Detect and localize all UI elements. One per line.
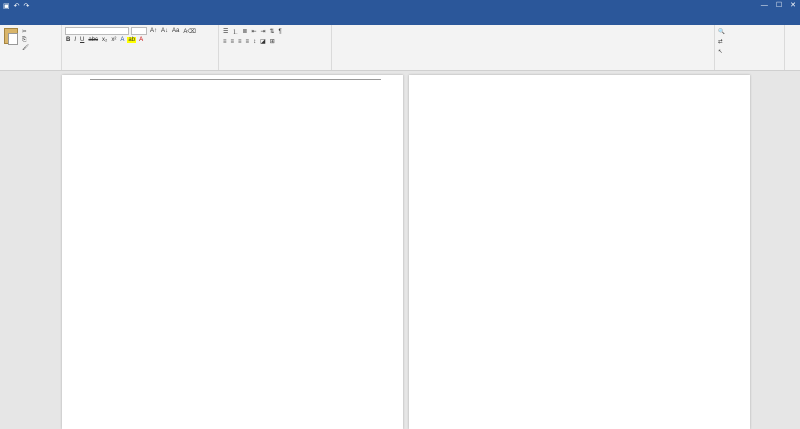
minimize-icon[interactable]: —: [760, 1, 768, 9]
bullets-button[interactable]: ☰: [223, 29, 229, 35]
paste-button[interactable]: [3, 28, 19, 44]
ribbon: [0, 25, 800, 71]
shrink-font-button[interactable]: A↓: [161, 28, 169, 34]
multilevel-button[interactable]: ≣: [242, 29, 248, 35]
vertical-scrollbar[interactable]: [792, 75, 800, 429]
align-right-button[interactable]: ≡: [238, 38, 242, 45]
select-button[interactable]: ↖: [718, 49, 723, 55]
quick-access-toolbar: [0, 2, 29, 10]
justify-button[interactable]: ≡: [245, 38, 250, 45]
show-marks-button[interactable]: ¶: [278, 28, 282, 35]
font-group: [62, 25, 219, 70]
align-center-button[interactable]: ≡: [230, 38, 235, 45]
document-workspace: [0, 75, 800, 429]
bold-button[interactable]: B: [66, 37, 71, 43]
redo-icon[interactable]: ↷: [23, 3, 30, 10]
document-page-2[interactable]: [409, 75, 750, 429]
line-spacing-button[interactable]: ↕: [253, 38, 257, 45]
document-page-1[interactable]: [62, 75, 403, 429]
borders-button[interactable]: ⊞: [269, 39, 275, 45]
maximize-icon[interactable]: ☐: [775, 2, 783, 9]
save-icon[interactable]: ▣: [3, 3, 10, 10]
close-icon[interactable]: ✕: [790, 2, 796, 9]
clear-format-button[interactable]: A⌫: [183, 28, 196, 35]
underline-button[interactable]: U: [80, 37, 85, 43]
increase-indent-button[interactable]: ⇥: [260, 29, 266, 35]
paste-icon: [4, 28, 18, 44]
font-name-box[interactable]: [65, 27, 129, 35]
change-case-button[interactable]: Aa: [172, 28, 180, 34]
grow-font-button[interactable]: A↑: [150, 28, 158, 34]
highlight-button[interactable]: ab: [128, 37, 136, 43]
find-button[interactable]: 🔍: [718, 29, 725, 35]
font-size-box[interactable]: [131, 27, 147, 35]
text-effects-button[interactable]: A: [120, 37, 125, 43]
undo-icon[interactable]: ↶: [13, 3, 20, 10]
clipboard-group: [0, 25, 62, 70]
align-left-button[interactable]: ≡: [223, 38, 227, 45]
editing-group: [715, 25, 785, 70]
title-bar: [0, 0, 800, 12]
cut-button[interactable]: ✂: [22, 29, 27, 35]
styles-group: [332, 25, 715, 70]
numbering-button[interactable]: ⒈: [232, 30, 239, 36]
italic-button[interactable]: I: [74, 37, 77, 43]
strike-button[interactable]: abc: [88, 37, 99, 43]
paragraph-group: [219, 25, 332, 70]
copy-button[interactable]: ⎘: [22, 37, 27, 43]
shading-button[interactable]: ◪: [260, 39, 266, 45]
sort-button[interactable]: ⇅: [269, 29, 275, 35]
format-painter-button[interactable]: 🖌: [22, 45, 29, 51]
ribbon-tabs: [0, 12, 800, 25]
replace-button[interactable]: ⇄: [718, 39, 723, 45]
superscript-button[interactable]: x²: [111, 37, 117, 43]
subscript-button[interactable]: x₂: [102, 37, 108, 43]
decrease-indent-button[interactable]: ⇤: [251, 29, 257, 35]
font-color-button[interactable]: A: [139, 37, 144, 43]
